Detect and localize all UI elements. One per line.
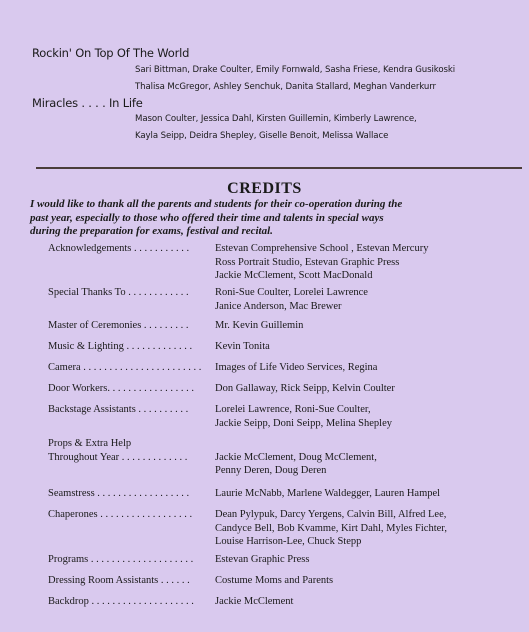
credit-value: Laurie McNabb, Marlene Waldegger, Lauren Hampel: [215, 488, 441, 499]
credit-label: Special Thanks To . . . . . . . . . . . .: [48, 287, 189, 298]
credit-value: Estevan Comprehensive School , Estevan Mercury Ross Portrait Studio, Estevan Graphic Press Jackie McClement, Scott MacDonald: [215, 243, 429, 281]
credit-label: Backdrop . . . . . . . . . . . . . . . . . . . .: [48, 596, 194, 607]
credit-value: Images of Life Video Services, Regina: [215, 362, 378, 373]
cast-line: Sari Bittman, Drake Coulter, Emily Fornwald, Sasha Friese, Kendra Gusikoski: [135, 65, 456, 75]
credit-label: Backstage Assistants . . . . . . . . . .: [48, 404, 189, 415]
act-cast-1: [135, 62, 455, 95]
credit-label: Programs . . . . . . . . . . . . . . . . . . . .: [48, 554, 194, 565]
thank-you-paragraph: [30, 198, 500, 239]
credit-value: Jackie McClement, Doug McClement, Penny Deren, Doug Deren: [215, 451, 377, 476]
credit-label: Acknowledgements . . . . . . . . . . .: [48, 243, 190, 254]
credit-label: Door Workers. . . . . . . . . . . . . . . . .: [48, 383, 194, 394]
credit-value: Kevin Tonita: [215, 341, 270, 352]
credit-label: Master of Ceremonies . . . . . . . . .: [48, 320, 189, 331]
credit-value: Costume Moms and Parents: [215, 575, 334, 586]
cast-line: Thalisa McGregor, Ashley Senchuk, Danita Stallard, Meghan Vanderkurr: [135, 81, 436, 92]
credit-label: Chaperones . . . . . . . . . . . . . . . . . .: [48, 509, 193, 520]
credits-heading: CREDITS: [227, 180, 302, 197]
intro-line: past year, especially to those who offered their time and talents in special ways: [30, 211, 384, 224]
credit-label: Music & Lighting . . . . . . . . . . . . .: [48, 341, 193, 352]
act-title-1: Rockin' On Top Of The World: [32, 46, 190, 60]
credit-value: Jackie McClement: [215, 596, 294, 607]
credit-value: Estevan Graphic Press: [215, 554, 310, 565]
credit-label: Camera . . . . . . . . . . . . . . . . . . . . . . .: [48, 362, 202, 373]
intro-line: I would like to thank all the parents and students for their co-operation during the: [30, 198, 403, 210]
credit-value: Roni-Sue Coulter, Lorelei Lawrence Janice Anderson, Mac Brewer: [215, 287, 368, 312]
credit-label: Seamstress . . . . . . . . . . . . . . . . . .: [48, 488, 190, 499]
credit-label: Props & Extra Help Throughout Year . . . . . . . . . . . . .: [48, 438, 188, 463]
credit-value: Mr. Kevin Guillemin: [215, 320, 304, 331]
act-cast-2: [135, 111, 417, 144]
section-divider: [36, 167, 522, 169]
credit-value: Dean Pylypuk, Darcy Yergens, Calvin Bill, Alfred Lee, Candyce Bell, Bob Kvamme, Kirt Dahl, Myles Fichter, Louise Harrison-Lee, Chuck Stepp: [215, 509, 447, 547]
credit-value: Lorelei Lawrence, Roni-Sue Coulter, Jackie Seipp, Doni Seipp, Melina Shepley: [215, 404, 393, 429]
credit-label: Dressing Room Assistants . . . . . .: [48, 575, 190, 586]
intro-line: during the preparation for exams, festival and recital.: [30, 225, 273, 237]
cast-line: Kayla Seipp, Deidra Shepley, Giselle Benoit, Melissa Wallace: [135, 130, 389, 141]
act-title-2: Miracles . . . . In Life: [32, 96, 143, 110]
credit-value: Don Gallaway, Rick Seipp, Kelvin Coulter: [215, 383, 395, 394]
cast-line: Mason Coulter, Jessica Dahl, Kirsten Guillemin, Kimberly Lawrence,: [135, 114, 417, 124]
